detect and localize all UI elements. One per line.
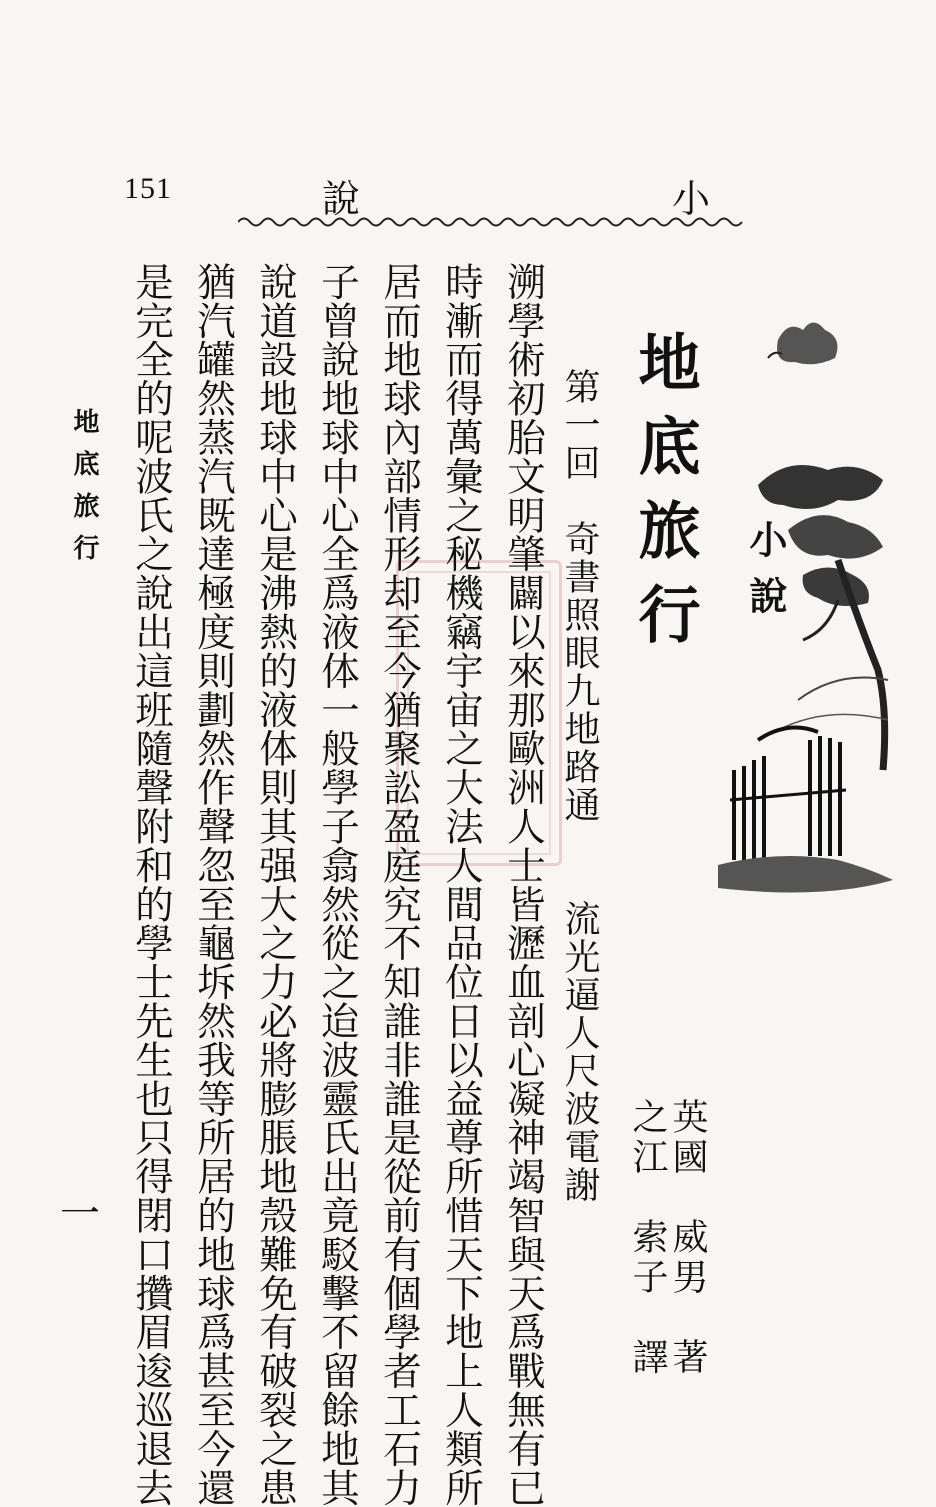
- author-line: 英國 威男 著: [667, 1098, 708, 1378]
- chapter-heading: [554, 368, 605, 1204]
- body-column-2: 時漸而得萬彙之秘機竊宇宙之大法人間品位日以益尊所惜天下地上人類所: [439, 262, 484, 1507]
- folio-number: 一: [60, 1191, 100, 1237]
- body-column-1: 溯學術初胎文明肇闢以來那歐洲人士皆瀝血剖心凝神竭智與天爲戰無有已: [501, 262, 546, 1507]
- chapter-heading-part2: 流光逼人尺波電謝: [559, 900, 600, 1204]
- running-head-middle: 說: [322, 177, 361, 221]
- running-head-right: 小: [672, 177, 711, 221]
- body-column-3: 居而地球內部情形却至今猶聚訟盈庭究不知誰非誰是從前有個學者工石力: [377, 262, 422, 1507]
- chapter-heading-part1: 第一回 奇書照眼九地路通: [559, 368, 600, 824]
- body-column-7: 是完全的呢波氏之說出這班隨聲附和的學士先生也只得閉口攢眉逡巡退去: [129, 262, 174, 1507]
- body-column-6: 猶汽罐然蒸汽既達極度則劃然作聲忽至龜坼然我等所居的地球爲甚至今還: [191, 262, 236, 1507]
- story-title: 地底旅行: [628, 330, 701, 666]
- body-column-5: 說道設地球中心是沸熱的液体則其强大之力必將膨脹地殼難免有破裂之患: [253, 262, 298, 1507]
- wavy-rule: [238, 214, 748, 230]
- body-column-4: 子曾說地球中心全爲液体一般學子翕然從之迨波靈氏出竟駁擊不留餘地其: [315, 262, 360, 1507]
- margin-title: 地底旅行: [69, 408, 99, 576]
- translator-line: 之江 索子 譯: [627, 1098, 668, 1378]
- section-label: 小說: [743, 520, 788, 632]
- page-header: [0, 0, 936, 240]
- page-number: 151: [124, 172, 172, 205]
